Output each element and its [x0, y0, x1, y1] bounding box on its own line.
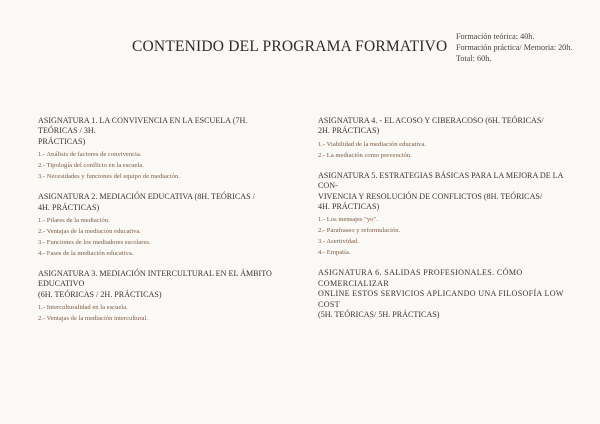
heading-line: 2H. PRÁCTICAS)	[318, 126, 380, 136]
list-item: 4.- Empatía.	[318, 249, 351, 257]
heading-line: ASIGNATURA 5. ESTRATEGIAS BÁSICAS PARA LA MEJORA DE LA CON-	[318, 170, 564, 191]
heading-line: (6H. TEÓRICAS / 2H. PRÁCTICAS)	[38, 289, 162, 299]
right-column	[318, 116, 568, 330]
heading-line: 4H. PRÁCTICAS)	[38, 202, 100, 212]
subject-5	[318, 171, 568, 259]
subject-heading	[318, 116, 568, 137]
heading-line: ASIGNATURA 6. SALIDAS PROFESIONALES. CÓMO COMERCIALIZAR	[318, 268, 523, 288]
list-item: 1.- Los mensajes "yo".	[318, 216, 378, 224]
list-item: 1.- Viabilidad de la mediación educativa.	[318, 140, 427, 148]
heading-line: ASIGNATURA 1. LA CONVIVENCIA EN LA ESCUELA (7H. TEÓRICAS / 3H.	[38, 116, 248, 136]
total-hours: Total: 60h.	[456, 54, 492, 64]
page-title: CONTENIDO DEL PROGRAMA FORMATIVO	[132, 38, 448, 55]
list-item: 1.- Análisis de factores de convivencia.	[38, 151, 142, 159]
subject-items	[38, 215, 288, 259]
heading-line: ASIGNATURA 2. MEDIACIÓN EDUCATIVA (8H. TEÓRICAS /	[38, 192, 255, 202]
subject-items	[318, 214, 568, 258]
heading-line: (5H. TEÓRICAS/ 5H. PRÁCTICAS)	[318, 310, 440, 320]
heading-line: PRÁCTICAS)	[38, 136, 86, 146]
list-item: 3.- Necesidades y funciones del equipo de mediación.	[38, 173, 180, 181]
subject-items	[38, 149, 288, 182]
left-column	[38, 116, 288, 334]
subject-1	[38, 116, 288, 182]
list-item: 2.- Ventajas de la mediación educativa.	[38, 228, 141, 236]
subject-6	[318, 268, 568, 320]
heading-line: ASIGNATURA 3. MEDIACIÓN INTERCULTURAL EN EL ÁMBITO EDUCATIVO	[38, 269, 272, 289]
theory-hours: Formación teórica: 40h.	[456, 32, 535, 41]
list-item: 3.- Funciones de los mediadores escolares.	[38, 239, 151, 247]
subject-3	[38, 269, 288, 324]
subject-heading	[38, 116, 288, 147]
list-item: 4.- Fases de la mediación educativa.	[38, 250, 134, 258]
subject-items	[318, 139, 568, 161]
list-item: 2.- La mediación como prevención.	[318, 151, 412, 159]
heading-line: ASIGNATURA 4. - EL ACOSO Y CIBERACOSO (6H. TEÓRICAS/	[318, 116, 544, 125]
subject-2	[38, 192, 288, 259]
subject-heading	[318, 171, 568, 213]
subject-heading	[38, 192, 288, 213]
list-item: 2.- Tipología del conflicto en la escuela.	[38, 162, 144, 170]
list-item: 2.- Ventajas de la mediación intercultural.	[38, 315, 148, 323]
subject-4	[318, 116, 568, 161]
heading-line: 4H. PRÁCTICAS)	[318, 202, 380, 212]
list-item: 3.- Asertividad.	[318, 238, 359, 246]
hours-summary	[456, 31, 572, 65]
heading-line: VIVENCIA Y RESOLUCIÓN DE CONFLICTOS (8H. TEÓRICAS/	[318, 191, 543, 201]
list-item: 2.- Parafraseo y reformulación.	[318, 227, 401, 235]
list-item: 1.- Interculturalidad en la escuela.	[38, 304, 128, 312]
heading-line: ONLINE ESTOS SERVICIOS APLICANDO UNA FILOSOFÍA LOW COST	[318, 289, 564, 309]
list-item: 1.- Pilares de la mediación.	[38, 217, 110, 225]
practice-hours: Formación práctica/ Memoria: 20h.	[456, 43, 573, 53]
subject-heading	[38, 269, 288, 300]
subject-items	[38, 302, 288, 324]
subject-heading	[318, 268, 568, 320]
